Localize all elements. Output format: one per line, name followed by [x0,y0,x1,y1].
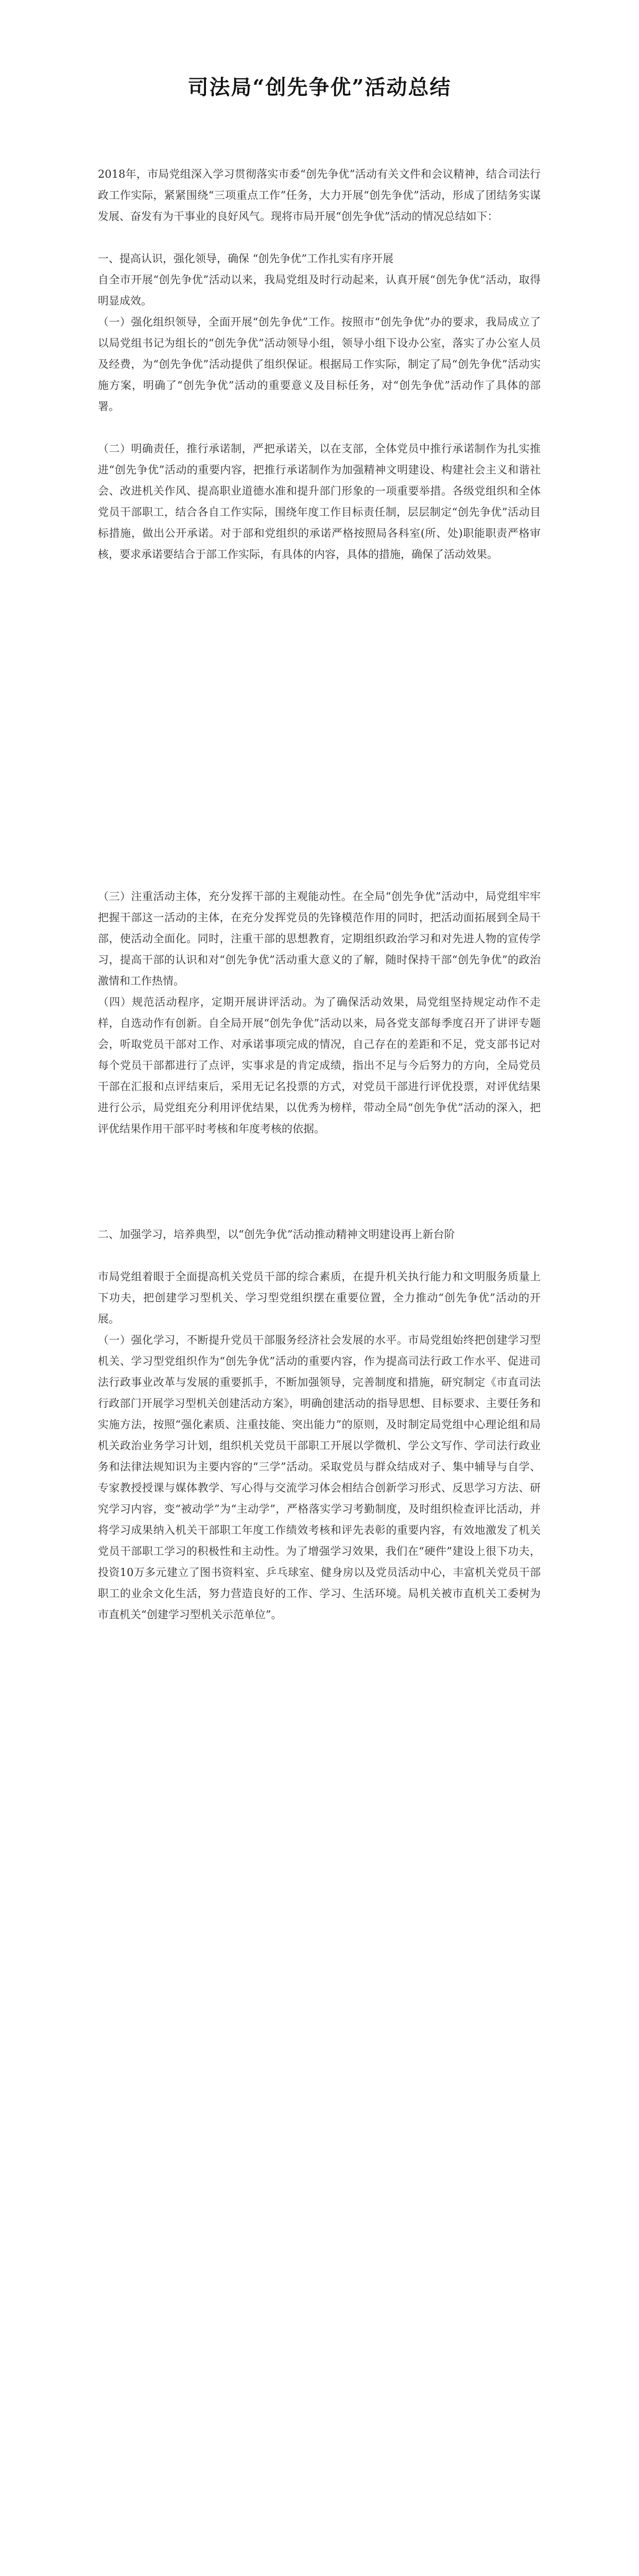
paragraph-section-1-intro: 自全市开展“创先争优”活动以来，我局党组及时行动起来，认真开展“创先争优”活动，取得明显成效。 [98,274,541,307]
paragraph-section-1-item-3: （三）注重活动主体，充分发挥干部的主观能动性。在全局“创先争优”活动中，局党组牢牢把握干部这一活动的主体，在充分发挥党员的先锋模范作用的同时，把活动面拓展到全局干部，使活动全面化。同时，注重干部的思想教育，定期组织政治学习和对先进人物的宣传学习，提高干部的认识和对“创先争优”活动重大意义的了解，随时保持干部“创先争优”的政治激情和工作热情。 [98,890,541,987]
paragraph-section-2-intro: 市局党组着眼于全面提高机关党员干部的综合素质，在提升机关执行能力和文明服务质量上下功夫，把创建学习型机关、学习型党组织摆在重要位置，全力推动“创先争优”活动的开展。 [98,1270,541,1325]
section-heading-1: 一、提高认识，强化领导，确保 “创先争优”工作扎实有序开展 [98,252,394,265]
section-heading-2: 二、加强学习，培养典型，以“创先争优”活动推动精神文明建设再上新台阶 [98,1228,455,1241]
paragraph-section-1-item-4: （四）规范活动程序，定期开展讲评活动。为了确保活动效果，局党组坚持规定动作不走样，自选动作有创新。自全局开展“创先争优”活动以来，局各党支部每季度召开了讲评专题会，听取党员干部对工作、对承诺事项完成的情况，自己存在的差距和不足，党支部书记对每个党员干部都进行了点评，实事求是的肯定成绩，指出不足与今后努力的方向，全局党员干部在汇报和点评结束后，采用无记名投票的方式，对党员干部进行评优投票，对评优结果进行公示，局党组充分利用评优结果，以优秀为榜样，带动全局“创先争优”活动的深入，把评优结果作用干部平时考核和年度考核的依据。 [98,996,541,1135]
document-title: 司法局“创先争优”活动总结 [187,75,452,99]
paragraph-section-2-item-1: （一）强化学习，不断提升党员干部服务经济社会发展的水平。市局党组始终把创建学习型机关、学习型党组织作为“创先争优”活动的重要内容，作为提高司法行政工作水平、促进司法行政事业改革与发展的重要抓手，不断加强领导，完善制度和措施，研究制定《市直司法行政部门开展学习型机关创建活动方案》，明确创建活动的指导思想、目标要求、主要任务和实施方法，按照“强化素质、注重技能、突出能力”的原则，及时制定局党组中心理论组和局机关政治业务学习计划，组织机关党员干部职工开展以学微机、学公文写作、学司法行政业务和法律法规知识为主要内容的“三学”活动。采取党员与群众结成对子、集中辅导与自学、专家教授授课与媒体教学、写心得与交流学习体会相结合创新学习形式、反思学习方法、研究学习内容，变“被动学”为“主动学”，严格落实学习考勤制度，及时组织检查评比活动，并将学习成果纳入机关干部职工年度工作绩效考核和评先表彰的重要内容，有效地激发了机关党员干部职工学习的积极性和主动性。为了增强学习效果，我们在“硬件”建设上很下功夫，投资10万多元建立了图书资料室、乒乓球室、健身房以及党员活动中心，丰富机关党员干部职工的业余文化生活，努力营造良好的工作、学习、生活环境。局机关被市直机关工委树为市直机关“创建学习型机关示范单位”。 [98,1334,541,1621]
paragraph-section-1-item-2: （二）明确责任，推行承诺制，严把承诺关，以在支部，全体党员中推行承诺制作为扎实推进“创先争优”活动的重要内容，把推行承诺制作为加强精神文明建设、构建社会主义和谐社会、改进机关作风、提高职业道德水准和提升部门形象的一项重要举措。各级党组织和全体党员干部职工，结合各自工作实际，围绕年度工作目标责任制，层层制定“创先争优”活动目标措施，做出公开承诺。对于部和党组织的承诺严格按照局各科室(所、处)职能职责严格审核，要求承诺要结合于部工作实际，有具体的内容，具体的措施，确保了活动效果。 [98,443,541,561]
paragraph-section-1-item-1: （一）强化组织领导，全面开展“创先争优”工作。按照市“创先争优”办的要求，我局成立了以局党组书记为组长的“创先争优”活动领导小组，领导小组下设办公室，落实了办公室人员及经费，为“创先争优”活动提供了组织保证。根据局工作实际，制定了局“创先争优”活动实施方案，明确了“创先争优”活动的重要意义及目标任务，对“创先争优”活动作了具体的部署。 [98,316,541,413]
paragraph-intro: 2018年，市局党组深入学习贯彻落实市委“创先争优”活动有关文件和会议精神，结合司法行政工作实际，紧紧围绕“三项重点工作”任务，大力开展“创先争优”活动，形成了团结务实谋发展、奋发有为干事业的良好风气。现将市局开展“创先争优”活动的情况总结如下： [98,168,541,223]
